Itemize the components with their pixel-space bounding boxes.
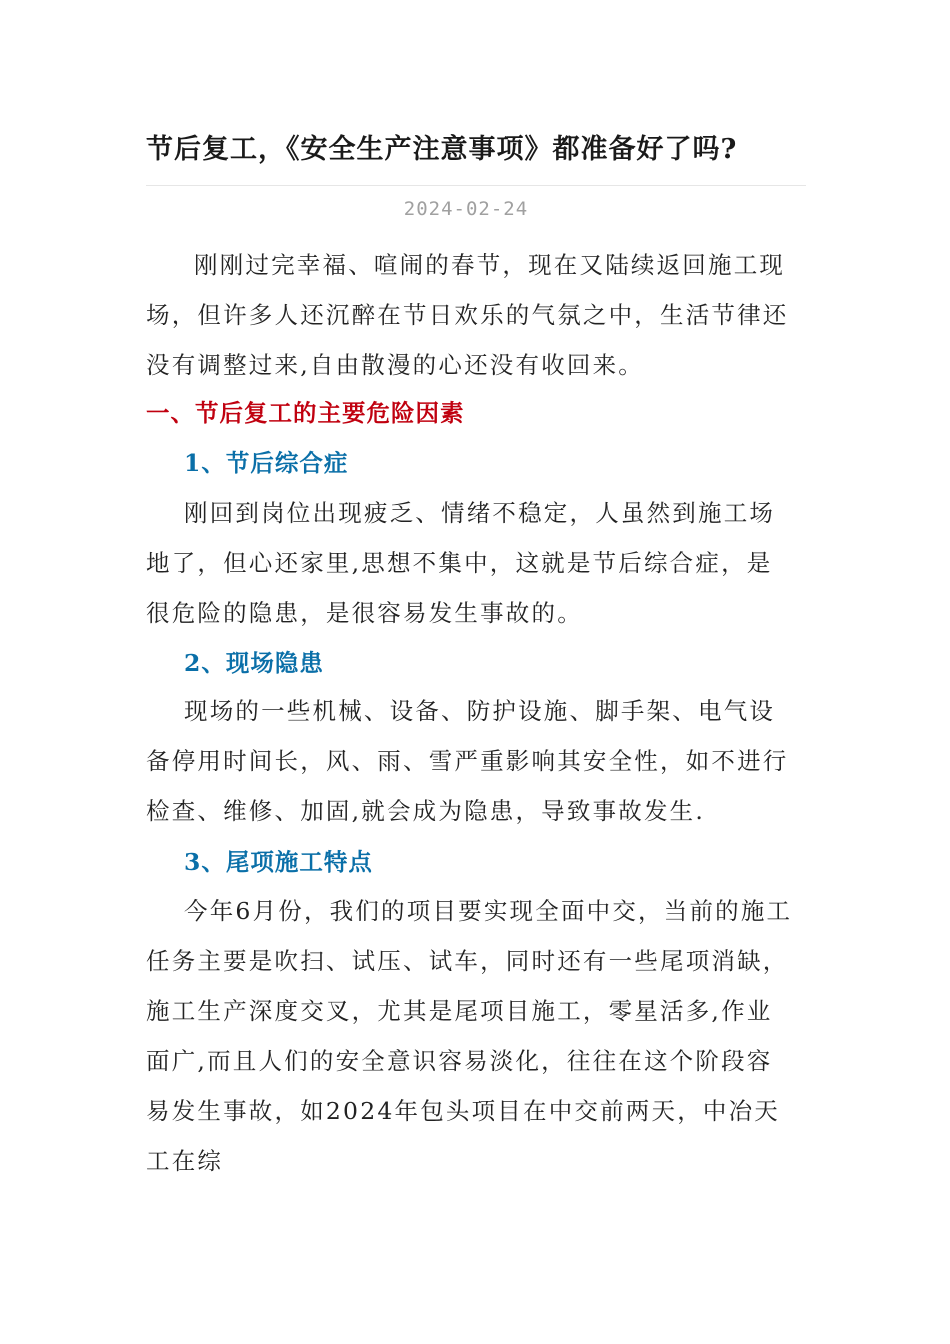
section-heading: 一、节后复工的主要危险因素 xyxy=(146,399,465,427)
publish-date: 2024-02-24 xyxy=(403,198,529,220)
title-divider xyxy=(146,185,806,186)
subsection-body-1: 刚回到岗位出现疲乏、情绪不稳定，人虽然到施工场地了，但心还家里,思想不集中，这就是节后综合症，是很危险的隐患，是很容易发生事故的。 xyxy=(146,499,776,627)
article-title: 节后复工，《安全生产注意事项》都准备好了吗? xyxy=(146,134,738,165)
subsection-body-3: 今年6月份，我们的项目要实现全面中交，当前的施工任务主要是吹扫、试压、试车，同时还有一些尾项消缺，施工生产深度交叉，尤其是尾项目施工，零星活多,作业面广,而且人们的安全意识容易淡化，往往在这个阶段容易发生事故，如2024年包头项目在中交前两天，中冶天工在综 xyxy=(146,897,793,1175)
subsection-heading-3: 3、尾项施工特点 xyxy=(184,848,373,876)
subsection-body-2: 现场的一些机械、设备、防护设施、脚手架、电气设备停用时间长，风、雨、雪严重影响其安全性，如不进行检查、维修、加固,就会成为隐患，导致事故发生. xyxy=(146,697,789,825)
subsection-heading-1: 1、节后综合症 xyxy=(184,449,349,477)
intro-paragraph: 刚刚过完幸福、喧闹的春节，现在又陆续返回施工现场，但许多人还沉醉在节日欢乐的气氛之中，生活节律还没有调整过来,自由散漫的心还没有收回来。 xyxy=(146,251,789,379)
subsection-heading-2: 2、现场隐患 xyxy=(184,649,324,677)
